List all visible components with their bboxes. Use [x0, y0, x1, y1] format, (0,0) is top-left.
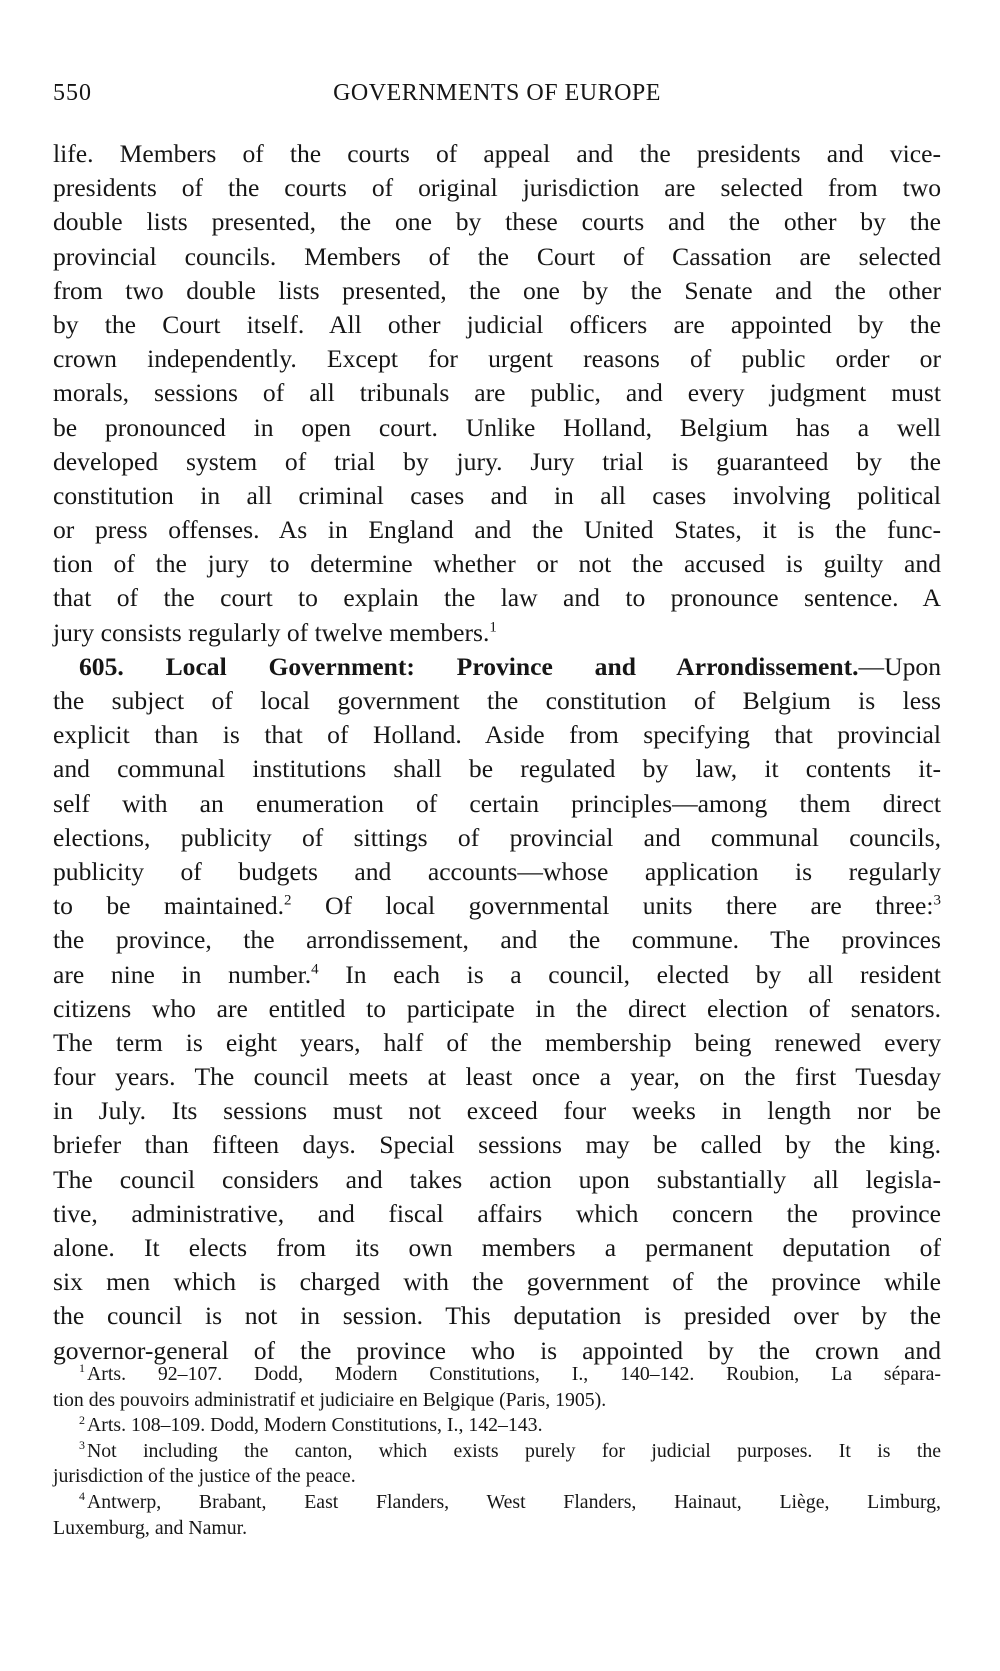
text-line: crown independently. Except for urgent reasons of public order or [53, 344, 941, 374]
text-line [53, 650, 941, 684]
footnote [53, 1413, 941, 1439]
section-heading: 605. Local Government: Province and Arrondissement. [79, 651, 859, 681]
text-line: in July. Its sessions must not exceed four weeks in length nor be [53, 1096, 941, 1126]
footnotes [53, 1362, 941, 1541]
running-head: GOVERNMENTS OF EUROPE [333, 80, 661, 106]
footnote-text: Antwerp, Brabant, East Flanders, West Flanders, Hainaut, Liège, Limburg, [87, 1490, 941, 1513]
text-line: from two double lists presented, the one by the Senate and the other [53, 275, 941, 305]
text-line [53, 958, 941, 992]
footnote [53, 1362, 941, 1413]
line-text: In each is a council, elected by all resident [318, 959, 942, 989]
footnote-text: Not including the canton, which exists purely for judicial purposes. It is the [87, 1439, 941, 1462]
footnote-marker: 1 [79, 1361, 85, 1376]
footnote-text: Arts. 108–109. Dodd, Modern Constitutions, I., 142–143. [87, 1414, 543, 1437]
text-line: elections, publicity of sittings of provincial and communal councils, [53, 822, 941, 852]
text-line: double lists presented, the one by these courts and the other by the [53, 207, 941, 237]
text-line [53, 616, 941, 650]
text-line: The council considers and takes action upon substantially all legisla- [53, 1164, 941, 1194]
paragraph-judiciary [53, 137, 941, 650]
text-line: presidents of the courts of original jurisdiction are selected from two [53, 173, 941, 203]
text-line: tion of the jury to determine whether or not the accused is guilty and [53, 549, 941, 579]
line-text: Of local governmental units there are three: [291, 891, 934, 921]
text-line: life. Members of the courts of appeal and the presidents and vice- [53, 139, 941, 168]
text-line: be pronounced in open court. Unlike Holland, Belgium has a well [53, 412, 941, 442]
footnote [53, 1490, 941, 1541]
footnote-reference: 1 [489, 619, 497, 636]
line-text: to be maintained. [53, 891, 285, 921]
text-line: constitution in all criminal cases and in all cases involving political [53, 480, 941, 510]
text-line: the subject of local government the constitution of Belgium is less [53, 686, 941, 715]
footnote-marker: 2 [79, 1412, 85, 1427]
text-line: self with an enumeration of certain principles—among them direct [53, 788, 941, 818]
text-line: governor-general of the province who is appointed by the crown and [53, 1335, 941, 1365]
body-text [53, 137, 941, 1368]
text-line: four years. The council meets at least once a year, on the first Tuesday [53, 1062, 941, 1092]
text-line: developed system of trial by jury. Jury trial is guaranteed by the [53, 446, 941, 476]
line-text: jury consists regularly of twelve members. [53, 617, 490, 647]
footnote-line: jurisdiction of the justice of the peace. [53, 1465, 356, 1488]
paragraph-local-government [53, 650, 941, 1368]
text-line: The term is eight years, half of the membership being renewed every [53, 1027, 941, 1057]
text-line: alone. It elects from its own members a permanent deputation of [53, 1233, 941, 1262]
page-header [53, 76, 941, 110]
footnote-line [53, 1439, 941, 1465]
text-line: provincial councils. Members of the Court of Cassation are selected [53, 241, 941, 271]
text-line: citizens who are entitled to participate in the direct election of senators. [53, 993, 941, 1023]
footnote [53, 1439, 941, 1490]
text-line [53, 889, 941, 923]
line-text: are nine in number. [53, 959, 312, 989]
line-text: —Upon [858, 651, 941, 681]
footnote-marker: 3 [79, 1438, 85, 1453]
footnote-reference: 3 [933, 892, 941, 909]
text-line: six men which is charged with the government of the province while [53, 1267, 941, 1297]
text-line: by the Court itself. All other judicial officers are appointed by the [53, 309, 941, 339]
footnote-marker: 4 [79, 1489, 85, 1504]
text-line: explicit than is that of Holland. Aside from specifying that provincial [53, 720, 941, 750]
text-line: morals, sessions of all tribunals are public, and every judgment must [53, 378, 941, 408]
footnote-line [53, 1490, 941, 1516]
footnote-reference: 4 [311, 960, 319, 977]
footnote-line [53, 1413, 941, 1439]
text-line: and communal institutions shall be regulated by law, it contents it- [53, 754, 941, 784]
text-line: tive, administrative, and fiscal affairs which concern the province [53, 1198, 941, 1228]
footnote-text: Arts. 92–107. Dodd, Modern Constitutions, I., 140–142. Roubion, La sépara- [87, 1363, 941, 1385]
text-line: or press offenses. As in England and the United States, it is the func- [53, 515, 941, 545]
footnote-line: Luxemburg, and Namur. [53, 1516, 248, 1539]
footnote-line [53, 1362, 941, 1388]
text-line: that of the court to explain the law and to pronounce sentence. A [53, 583, 941, 613]
page-number: 550 [53, 80, 92, 106]
text-line: the council is not in session. This deputation is presided over by the [53, 1301, 941, 1331]
text-line: publicity of budgets and accounts—whose application is regularly [53, 856, 941, 886]
text-line: the province, the arrondissement, and the commune. The provinces [53, 925, 941, 955]
footnote-reference: 2 [284, 892, 292, 909]
footnote-line: tion des pouvoirs administratif et judiciaire en Belgique (Paris, 1905). [53, 1388, 607, 1411]
text-line: briefer than fifteen days. Special sessions may be called by the king. [53, 1130, 941, 1160]
